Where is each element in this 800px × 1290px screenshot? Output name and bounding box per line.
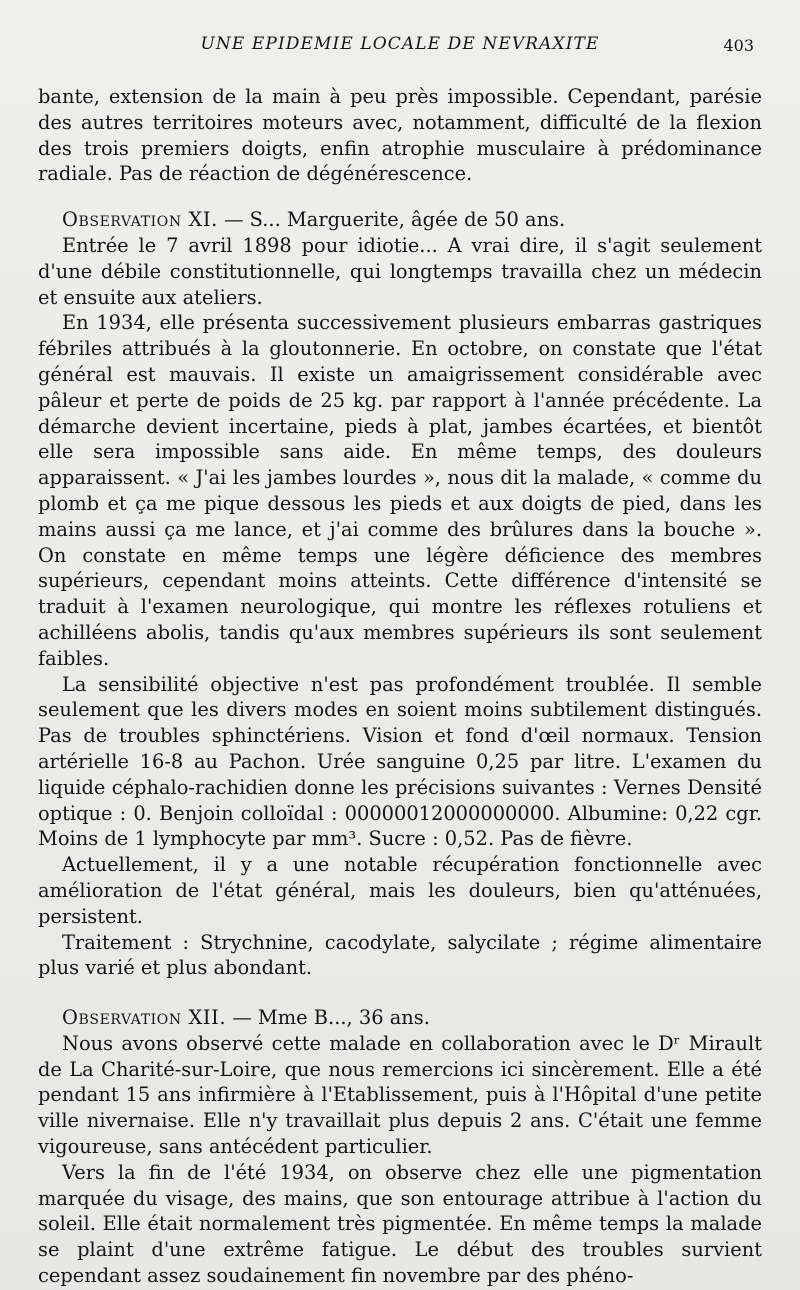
paragraph: Actuellement, il y a une notable récupération fonctionnelle avec amélioration de l'état général, mais les douleurs, bien qu'atténuées, persistent. xyxy=(38,853,762,928)
observation-xii-label: Observation XII. xyxy=(62,1006,227,1030)
paragraph-continuation: bante, extension de la main à peu près impossible. Cependant, parésie des autres territoires moteurs avec, notamment, difficulté de la flexion des trois premiers doigts, enfin atrophie musculaire à prédominance radiale. Pas de réaction de dégénérescence. xyxy=(38,85,762,186)
paragraph: Entrée le 7 avril 1898 pour idiotie... A vrai dire, il s'agit seulement d'une débile constitutionnelle, qui longtemps travailla chez un médecin et ensuite aux ateliers. xyxy=(38,233,762,309)
running-title: UNE EPIDEMIE LOCALE DE NEVRAXITE xyxy=(200,34,600,54)
paragraph: Vers la fin de l'été 1934, on observe chez elle une pigmentation marquée du visage, des mains, que son entourage attribue à l'action du soleil. Elle était normalement très pigmentée. En même temps la malade se plaint d'une extrême fatigue. Le début des troubles survient cependant assez soudainement fin novembre par des phéno- xyxy=(38,1160,762,1288)
observation-xi-heading xyxy=(38,207,762,233)
paragraph: Nous avons observé cette malade en collaboration avec le Dʳ Mirault de La Charité-sur-Loire, que nous remercions ici sincèrement. Elle a été pendant 15 ans infirmière à l'Etablissement, puis à l'Hôpital d'une petite ville nivernaise. Elle n'y travaillait plus depuis 2 ans. C'était une femme vigoureuse, sans antécédent particulier. xyxy=(38,1031,762,1159)
paragraph: Traitement : Strychnine, cacodylate, salycilate ; régime alimentaire plus varié et plus abondant. xyxy=(38,930,762,980)
observation-xi-title: — S... Marguerite, âgée de 50 ans. xyxy=(217,208,566,232)
paragraph: La sensibilité objective n'est pas profondément troublée. Il semble seulement que les divers modes en soient moins subtilement distingués. Pas de troubles sphinctériens. Vision et fond d'œil normaux. Tension artérielle 16-8 au Pachon. Urée sanguine 0,25 par litre. L'examen du liquide céphalo-rachidien donne les précisions suivantes : Vernes Densité optique : 0. Benjoin colloïdal : 00000012000000000. Albumine: 0,22 cgr. Moins de 1 lymphocyte par mm³. Sucre : 0,52. Pas de fièvre. xyxy=(38,672,762,851)
observation-xii-title: — Mme B..., 36 ans. xyxy=(226,1006,430,1030)
running-header xyxy=(38,34,762,64)
observation-xii-heading xyxy=(38,1005,762,1031)
page-number: 403 xyxy=(723,36,754,55)
paragraph: En 1934, elle présenta successivement plusieurs embarras gastriques fébriles attribués à la gloutonnerie. En octobre, on constate que l'état général est mauvais. Il existe un amaigrissement considérable avec pâleur et perte de poids de 25 kg. par rapport à l'année précédente. La démarche devient incertaine, pieds à plat, jambes écartées, et bientôt elle sera impossible sans aide. En même temps, des douleurs apparaissent. « J'ai les jambes lourdes », nous dit la malade, « comme du plomb et ça me pique dessous les pieds et aux doigts de pied, dans les mains aussi ça me lance, et j'ai comme des brûlures dans la bouche ». On constate en même temps une légère déficience des membres supérieurs, cependant moins atteints. Cette différence d'intensité se traduit à l'examen neurologique, qui montre les réflexes rotuliens et achilléens abolis, tandis qu'aux membres supérieurs ils sont seulement faibles. xyxy=(38,311,762,670)
observation-xi-label: Observation XI. xyxy=(62,208,218,232)
